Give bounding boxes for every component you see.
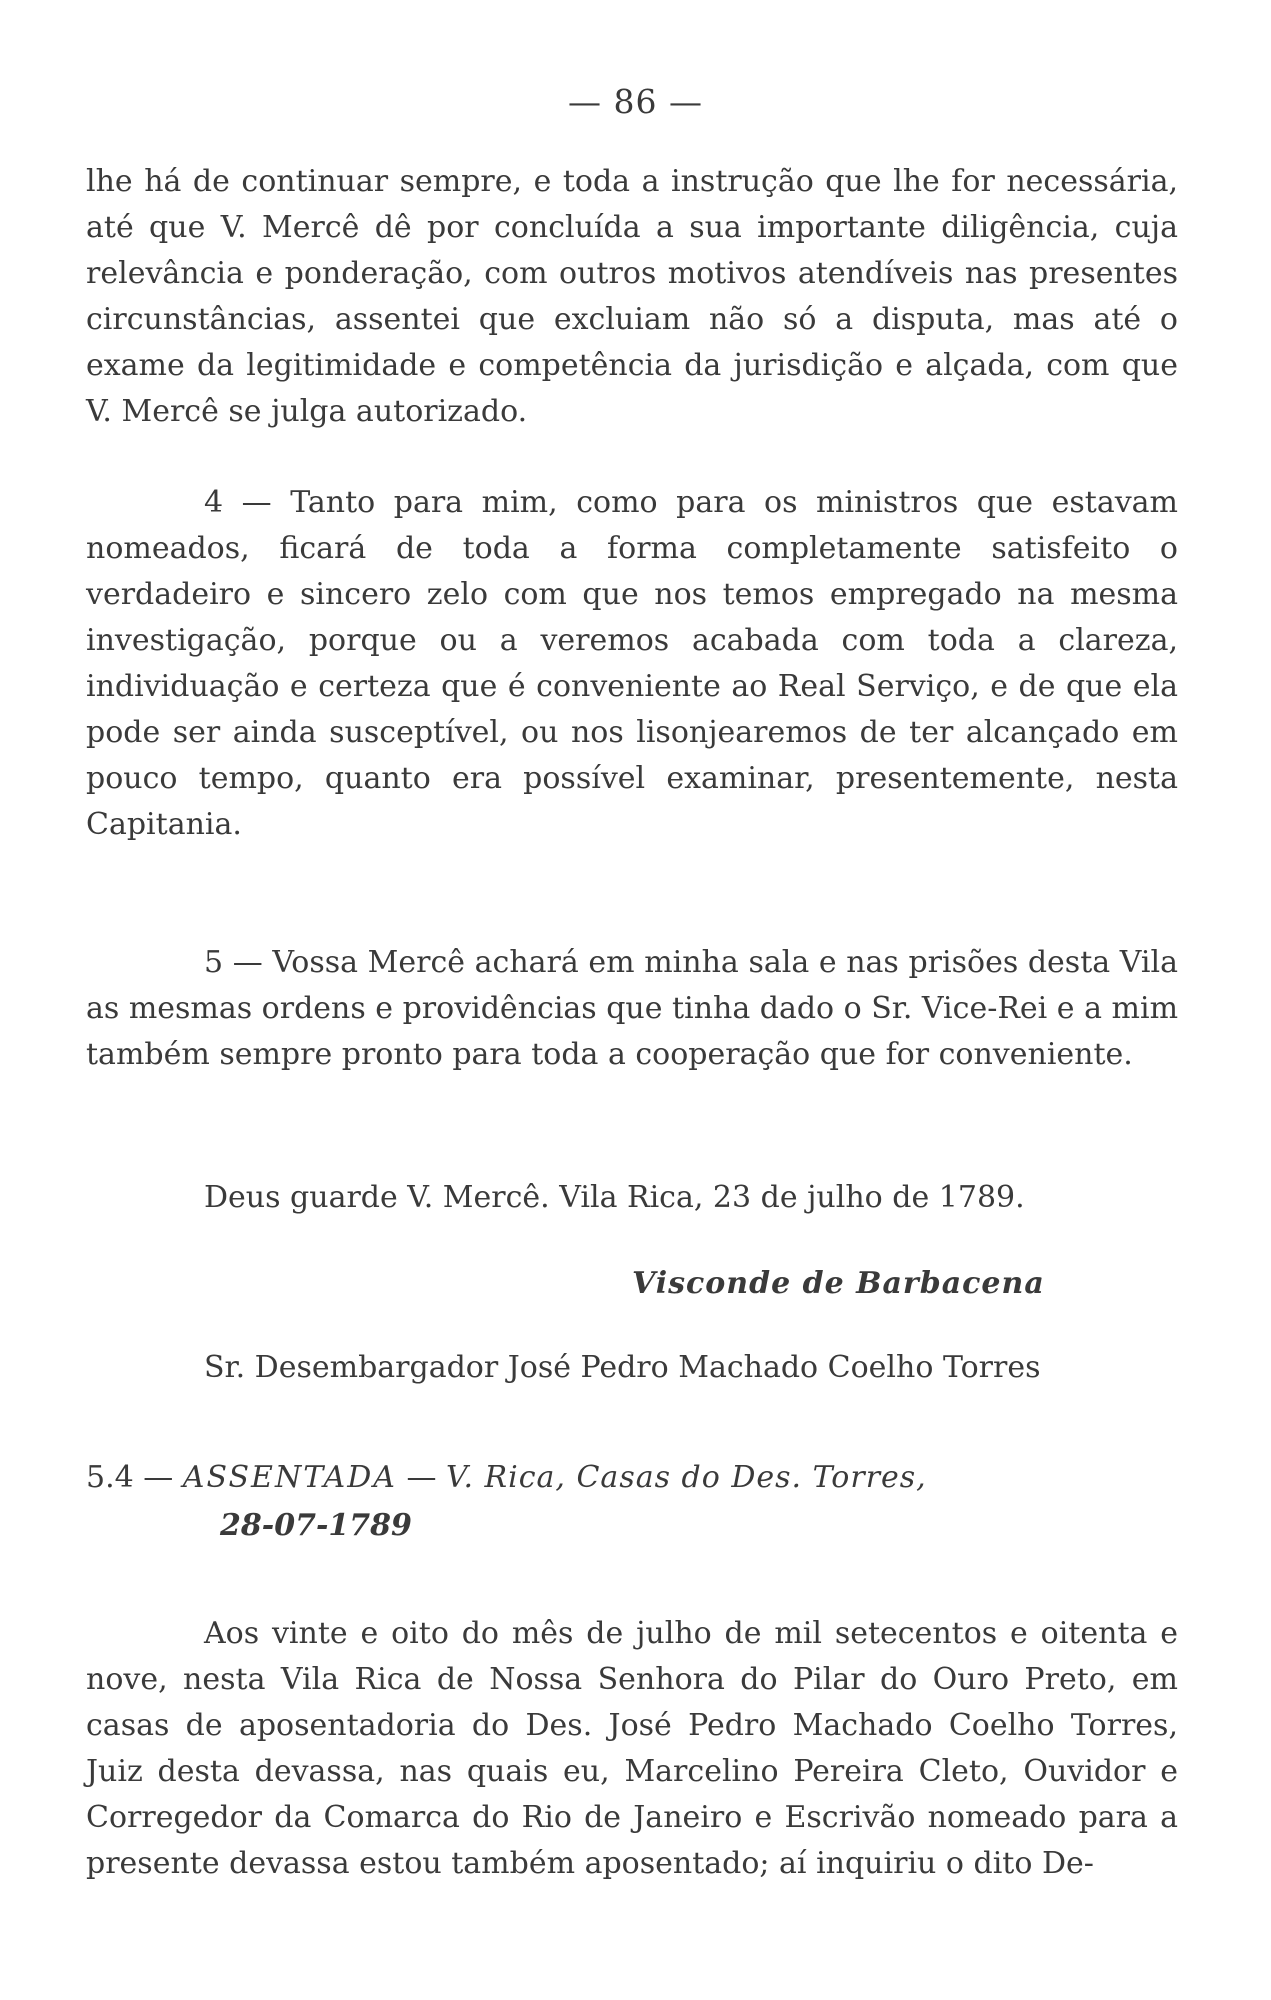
section-place: V. Rica, Casas do Des. Torres, <box>446 1460 927 1495</box>
signature: Visconde de Barbacena <box>632 1266 1045 1301</box>
section-separator: — <box>406 1460 437 1495</box>
page-number: — 86 — <box>568 82 703 121</box>
section-body: Aos vinte e oito do mês de julho de mil setecentos e oitenta e nove, nesta Vila Rica de Nossa Senhora do Pilar do Ouro Preto, em casas de aposentadoria do Des. José Pedro Machado Coelho Torres, Juiz desta devassa, nas quais eu, Marcelino Pereira Cleto, Ouvidor e Corregedor da Comarca do Rio de Janeiro e Escrivão nomeado para a presente devassa estou também aposentado; aí inquiriu o dito De- <box>86 1616 1178 1881</box>
closing-line: Deus guarde V. Mercê. Vila Rica, 23 de julho de 1789. <box>204 1180 1025 1215</box>
paragraph-continuation: lhe há de continuar sempre, e toda a instrução que lhe for necessária, até que V. Mercê dê por concluída a sua importante diligência, cuja relevância e ponderação, com outros motivos atendíveis nas presentes circunstâncias, assentei que excluiam não só a disputa, mas até o exame da legitimidade e competência da jurisdição e alçada, com que V. Mercê se julga autorizado. <box>86 164 1178 429</box>
paragraph-4: 4 — Tanto para mim, como para os ministros que estavam nomeados, ficará de toda a forma completamente satisfeito o verdadeiro e sincero zelo com que nos temos empregado na mesma investigação, porque ou a veremos acabada com toda a clareza, individuação e certeza que é conveniente ao Real Serviço, e de que ela pode ser ainda susceptível, ou nos lisonjearemos de ter alcançado em pouco tempo, quanto era possível examinar, presentemente, nesta Capitania. <box>86 485 1178 842</box>
paragraph-5: 5 — Vossa Mercê achará em minha sala e nas prisões desta Vila as mesmas ordens e providências que tinha dado o Sr. Vice-Rei e a mim também sempre pronto para toda a cooperação que for conveniente. <box>86 945 1179 1072</box>
section-title: ASSENTADA <box>182 1460 397 1495</box>
section-number: 5.4 — <box>86 1460 174 1495</box>
addressee: Sr. Desembargador José Pedro Machado Coelho Torres <box>204 1350 1041 1385</box>
section-date: 28-07-1789 <box>220 1508 412 1543</box>
section-heading <box>86 1454 1178 1550</box>
